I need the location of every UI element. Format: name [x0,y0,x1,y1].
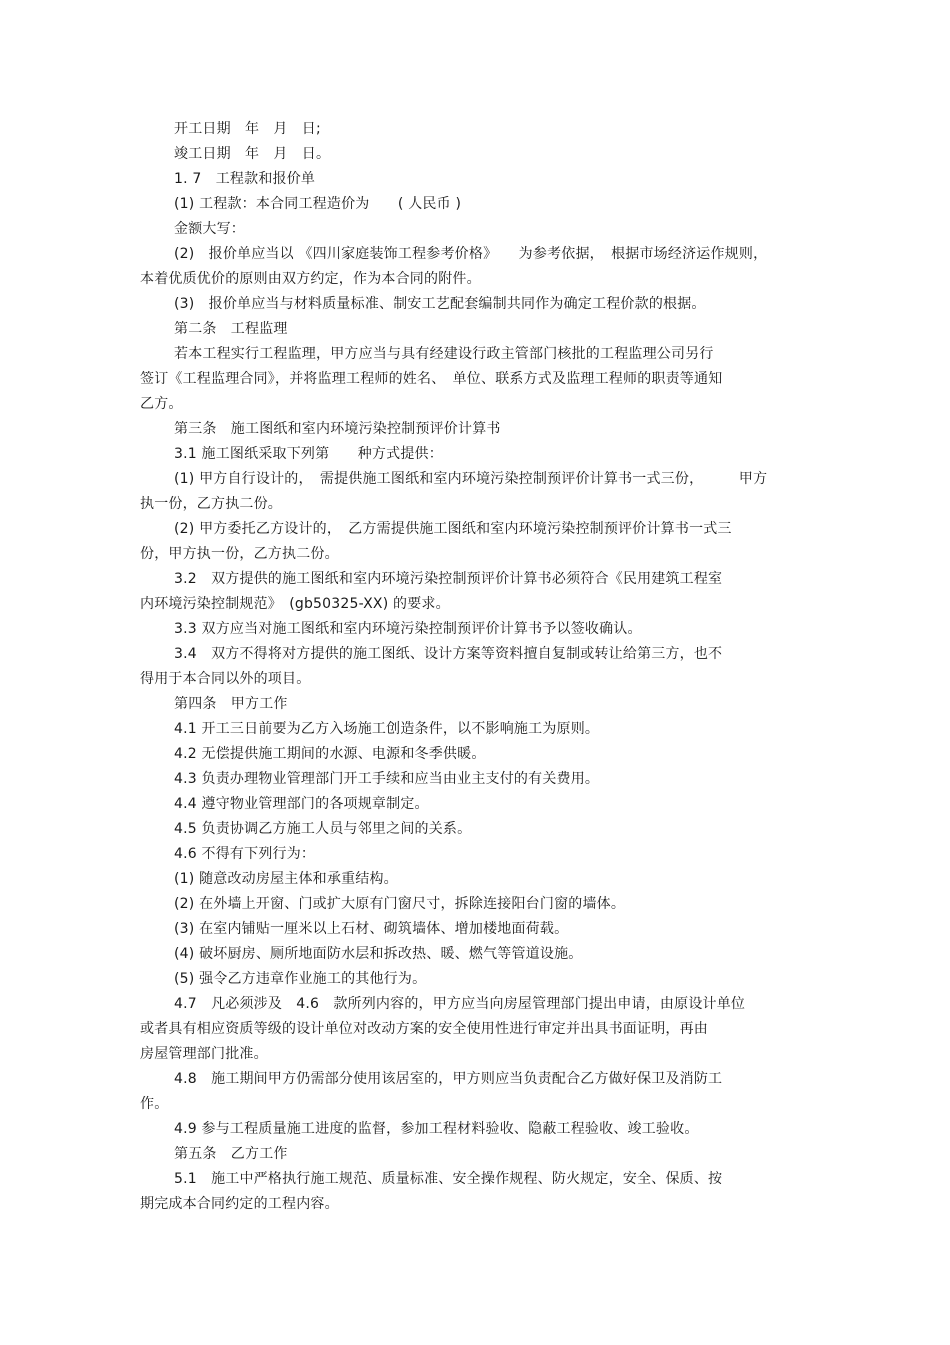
paragraph-line: (2) 在外墙上开窗、门或扩大原有门窗尺寸，拆除连接阳台门窗的墙体。 [174,896,626,912]
paragraph-line: 期完成本合同约定的工程内容。 [140,1196,339,1212]
paragraph-line: 4.6 不得有下列行为： [174,846,316,862]
paragraph-line: (1) 工程款：本合同工程造价为 ( 人民币 ) [174,196,462,212]
paragraph-line: (2) 报价单应当以 《四川家庭装饰工程参考价格》 为参考依据， 根据市场经济运作规则， [174,246,768,262]
article-heading: 第四条 甲方工作 [174,696,288,712]
paragraph-line: 4.9 参与工程质量施工进度的监督，参加工程材料验收、隐蔽工程验收、竣工验收。 [174,1121,699,1137]
paragraph-line: 3.3 双方应当对施工图纸和室内环境污染控制预评价计算书予以签收确认。 [174,621,642,637]
paragraph-line: (3) 在室内铺贴一厘米以上石材、砌筑墙体、增加楼地面荷载。 [174,921,569,937]
paragraph-line: 开工日期 年 月 日; [174,121,321,137]
paragraph-line: (5) 强令乙方违章作业施工的其他行为。 [174,971,427,987]
paragraph-line: 得用于本合同以外的项目。 [140,671,311,687]
paragraph-line: 或者具有相应资质等级的设计单位对改动方案的安全使用性进行审定并出具书面证明，再由 [140,1021,708,1037]
paragraph-line: 份，甲方执一份，乙方执二份。 [140,546,339,562]
paragraph-line: 4.8 施工期间甲方仍需部分使用该居室的，甲方则应当负责配合乙方做好保卫及消防工 [174,1071,723,1087]
paragraph-line: (3) 报价单应当与材料质量标准、制安工艺配套编制共同作为确定工程价款的根据。 [174,296,706,312]
paragraph-line: 4.5 负责协调乙方施工人员与邻里之间的关系。 [174,821,472,837]
paragraph-line: 3.1 施工图纸采取下列第 种方式提供： [174,446,443,462]
paragraph-line: 本着优质优价的原则由双方约定，作为本合同的附件。 [140,271,481,287]
article-heading: 第三条 施工图纸和室内环境污染控制预评价计算书 [174,421,501,437]
paragraph-line: 4.4 遵守物业管理部门的各项规章制定。 [174,796,429,812]
paragraph-line: 内环境污染控制规范》 (gb50325-XX) 的要求。 [140,596,450,612]
paragraph-line: 若本工程实行工程监理，甲方应当与具有经建设行政主管部门核批的工程监理公司另行 [174,346,714,362]
paragraph-line: 乙方。 [140,396,183,412]
paragraph-line: (2) 甲方委托乙方设计的， 乙方需提供施工图纸和室内环境污染控制预评价计算书一式三 [174,521,732,537]
paragraph-line: 签订《工程监理合同》，并将监理工程师的姓名、 单位、联系方式及监理工程师的职责等通知 [140,371,723,387]
paragraph-line: 5.1 施工中严格执行施工规范、质量标准、安全操作规程、防火规定，安全、保质、按 [174,1171,723,1187]
section-heading: 1. 7 工程款和报价单 [174,171,316,187]
article-heading: 第二条 工程监理 [174,321,288,337]
paragraph-line: (4) 破坏厨房、厕所地面防水层和拆改热、暖、燃气等管道设施。 [174,946,583,962]
paragraph-line: 金额大写： [174,221,245,237]
paragraph-line: 3.2 双方提供的施工图纸和室内环境污染控制预评价计算书必须符合《民用建筑工程室 [174,571,723,587]
paragraph-line: 4.1 开工三日前要为乙方入场施工创造条件，以不影响施工为原则。 [174,721,600,737]
paragraph-line: (1) 甲方自行设计的， 需提供施工图纸和室内环境污染控制预评价计算书一式三份， 甲方 [174,471,768,487]
article-heading: 第五条 乙方工作 [174,1146,288,1162]
paragraph-line: 执一份，乙方执二份。 [140,496,282,512]
paragraph-line: 3.4 双方不得将对方提供的施工图纸、设计方案等资料擅自复制或转让给第三方，也不 [174,646,723,662]
paragraph-line: 4.7 凡必须涉及 4.6 款所列内容的，甲方应当向房屋管理部门提出申请，由原设计单位 [174,996,746,1012]
paragraph-line: 4.3 负责办理物业管理部门开工手续和应当由业主支付的有关费用。 [174,771,600,787]
paragraph-line: (1) 随意改动房屋主体和承重结构。 [174,871,398,887]
paragraph-line: 作。 [140,1096,169,1112]
paragraph-line: 竣工日期 年 月 日。 [174,146,331,162]
paragraph-line: 4.2 无偿提供施工期间的水源、电源和冬季供暖。 [174,746,486,762]
paragraph-line: 房屋管理部门批准。 [140,1046,268,1062]
